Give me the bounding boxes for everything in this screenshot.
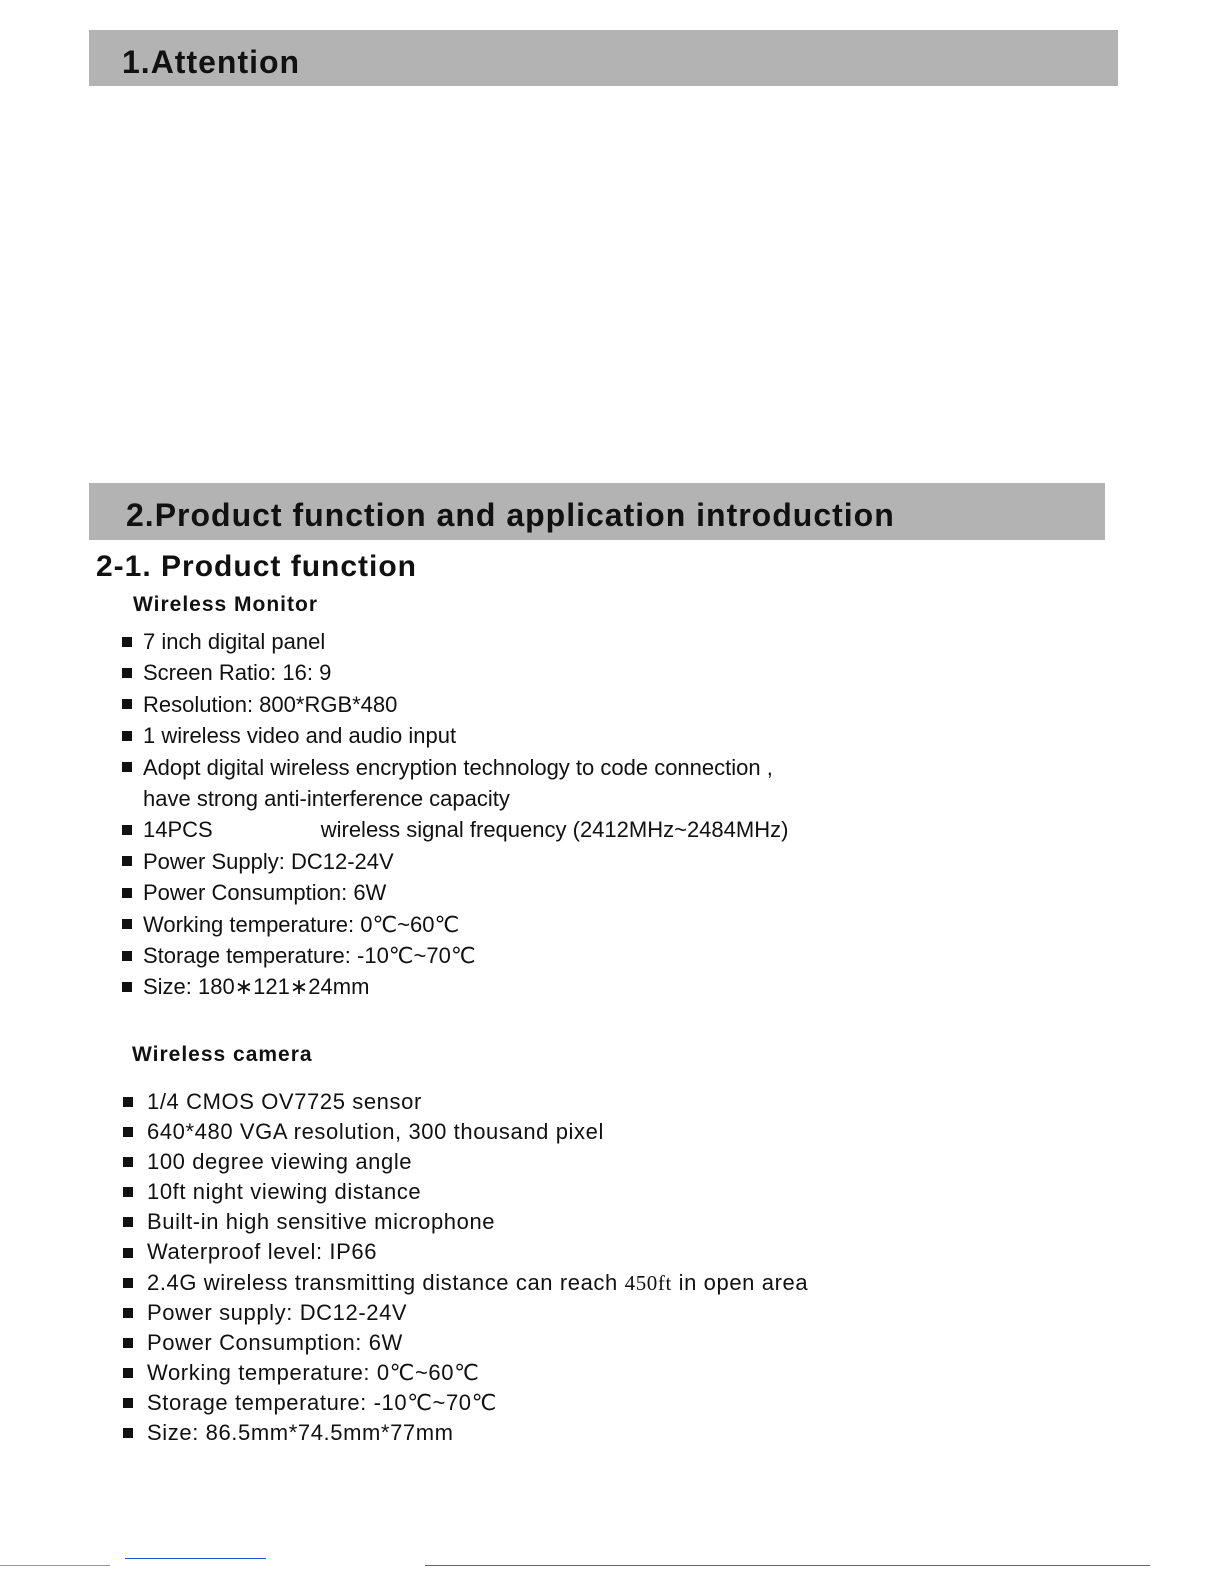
square-bullet-icon — [122, 825, 132, 835]
square-bullet-icon — [122, 888, 132, 898]
square-bullet-icon — [123, 1278, 133, 1288]
square-bullet-icon — [123, 1097, 133, 1107]
square-bullet-icon — [123, 1398, 133, 1408]
list-item: 14PCS wireless signal frequency (2412MHz~2484MHz) — [120, 814, 788, 845]
square-bullet-icon — [122, 699, 132, 709]
square-bullet-icon — [123, 1187, 133, 1197]
list-item: Built-in high sensitive microphone — [121, 1207, 808, 1237]
section-2-header-bar — [89, 483, 1105, 540]
list-item: 100 degree viewing angle — [121, 1147, 808, 1177]
list-item: Working temperature: 0℃~60℃ — [120, 909, 788, 940]
list-item: 7 inch digital panel — [120, 626, 788, 657]
footer-rule-left — [0, 1565, 110, 1566]
list-item: 2.4G wireless transmitting distance can reach 450ft in open area — [121, 1268, 808, 1298]
distance-value: 450ft — [624, 1270, 672, 1295]
list-item: Screen Ratio: 16: 9 — [120, 657, 788, 688]
list-item: 1 wireless video and audio input — [120, 720, 788, 751]
square-bullet-icon — [123, 1308, 133, 1318]
square-bullet-icon — [123, 1428, 133, 1438]
wireless-monitor-title: Wireless Monitor — [133, 593, 319, 616]
square-bullet-icon — [122, 919, 132, 929]
list-item: Size: 180∗121∗24mm — [120, 971, 788, 1002]
section-1-heading: 1.Attention — [122, 44, 301, 80]
square-bullet-icon — [122, 856, 132, 866]
section-1-header-bar — [89, 30, 1118, 86]
list-item: Waterproof level: IP66 — [121, 1237, 808, 1267]
list-item: Storage temperature: -10℃~70℃ — [121, 1388, 808, 1418]
square-bullet-icon — [123, 1217, 133, 1227]
square-bullet-icon — [122, 982, 132, 992]
section-2-heading: 2.Product function and application introduction — [126, 497, 895, 533]
wireless-camera-title: Wireless camera — [132, 1043, 313, 1066]
list-item: Adopt digital wireless encryption technology to code connection , — [120, 752, 788, 783]
square-bullet-icon — [123, 1157, 133, 1167]
square-bullet-icon — [122, 731, 132, 741]
list-item: Power Consumption: 6W — [120, 877, 788, 908]
footer-link-underline — [125, 1558, 266, 1559]
list-item: Power Supply: DC12-24V — [120, 846, 788, 877]
list-item: Storage temperature: -10℃~70℃ — [120, 940, 788, 971]
square-bullet-icon — [122, 762, 132, 772]
camera-spec-list — [121, 1087, 808, 1448]
list-item: Power Consumption: 6W — [121, 1328, 808, 1358]
list-item: 640*480 VGA resolution, 300 thousand pixel — [121, 1117, 808, 1147]
monitor-spec-list — [120, 626, 788, 1003]
square-bullet-icon — [122, 951, 132, 961]
list-item: Working temperature: 0℃~60℃ — [121, 1358, 808, 1388]
list-item: 1/4 CMOS OV7725 sensor — [121, 1087, 808, 1117]
footer-rule-right — [425, 1565, 1150, 1566]
list-item-continuation: have strong anti-interference capacity — [143, 785, 510, 811]
square-bullet-icon — [123, 1248, 133, 1258]
product-function-subheading: 2-1. Product function — [96, 550, 417, 583]
list-item: Power supply: DC12-24V — [121, 1298, 808, 1328]
square-bullet-icon — [122, 637, 132, 647]
square-bullet-icon — [123, 1127, 133, 1137]
square-bullet-icon — [123, 1338, 133, 1348]
list-item: Size: 86.5mm*74.5mm*77mm — [121, 1418, 808, 1448]
square-bullet-icon — [122, 668, 132, 678]
list-item: 10ft night viewing distance — [121, 1177, 808, 1207]
square-bullet-icon — [123, 1368, 133, 1378]
list-item: Resolution: 800*RGB*480 — [120, 689, 788, 720]
